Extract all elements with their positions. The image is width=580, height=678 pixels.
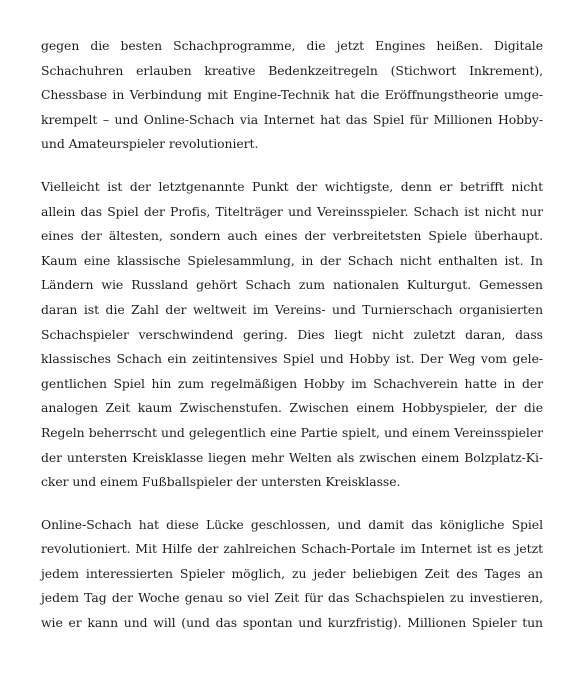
- text-line: daran ist die Zahl der weltweit im Vereins- und Turnierschach organisierten: [41, 301, 543, 317]
- text-line: allein das Spiel der Profis, Titelträger und Vereinsspieler. Schach ist nicht nur: [41, 203, 543, 219]
- text-line: jedem interessierten Spieler möglich, zu jeder beliebigen Zeit des Tages an: [41, 565, 543, 581]
- document-page: [41, 34, 543, 654]
- text-line: eines der ältesten, sondern auch eines der verbreitetsten Spiele überhaupt.: [41, 228, 543, 244]
- text-line: cker und einem Fußballspieler der untersten Kreisklasse.: [41, 474, 401, 490]
- text-line: Vielleicht ist der letztgenannte Punkt der wichtigste, denn er betrifft nicht: [41, 178, 543, 194]
- paragraph-3: [41, 513, 543, 636]
- text-line: und Amateurspieler revolutioniert.: [41, 136, 259, 152]
- text-line: Schachspieler verschwindend gering. Dies liegt nicht zuletzt daran, dass: [41, 326, 543, 342]
- text-line: Schachuhren erlauben kreative Bedenkzeitregeln (Stichwort Inkrement),: [41, 62, 543, 78]
- text-line: analogen Zeit kaum Zwischenstufen. Zwischen einem Hobbyspieler, der die: [41, 400, 543, 416]
- text-line: Online-Schach hat diese Lücke geschlossen, und damit das königliche Spiel: [41, 516, 543, 532]
- text-line: krempelt – und Online-Schach via Internet hat das Spiel für Millionen Hobby-: [41, 111, 543, 127]
- paragraph-2: [41, 175, 543, 495]
- text-line: revolutioniert. Mit Hilfe der zahlreichen Schach-Portale im Internet ist es jetzt: [41, 541, 543, 557]
- text-line: der untersten Kreisklasse liegen mehr Welten als zwischen einem Bolzplatz-Ki-: [41, 449, 543, 465]
- text-line: jedem Tag der Woche genau so viel Zeit für das Schachspielen zu investieren,: [41, 590, 543, 606]
- text-line: gegen die besten Schachprogramme, die jetzt Engines heißen. Digitale: [41, 38, 543, 53]
- text-line: Regeln beherrscht und gelegentlich eine Partie spielt, und einem Vereinsspieler: [41, 424, 543, 440]
- text-line: klassisches Schach ein zeitintensives Spiel und Hobby ist. Der Weg vom gele-: [41, 351, 543, 367]
- text-line: Ländern wie Russland gehört Schach zum nationalen Kulturgut. Gemessen: [41, 277, 543, 293]
- text-line: Kaum eine klassische Spielesammlung, in der Schach nicht enthalten ist. In: [41, 252, 543, 268]
- text-line: gentlichen Spiel hin zum regelmäßigen Hobby im Schachverein hatte in der: [41, 375, 543, 391]
- text-line: Chessbase in Verbindung mit Engine-Technik hat die Eröffnungstheorie umge-: [41, 87, 543, 103]
- paragraph-1: [41, 34, 543, 157]
- text-line: wie er kann und will (und das spontan und kurzfristig). Millionen Spieler tun: [41, 615, 543, 631]
